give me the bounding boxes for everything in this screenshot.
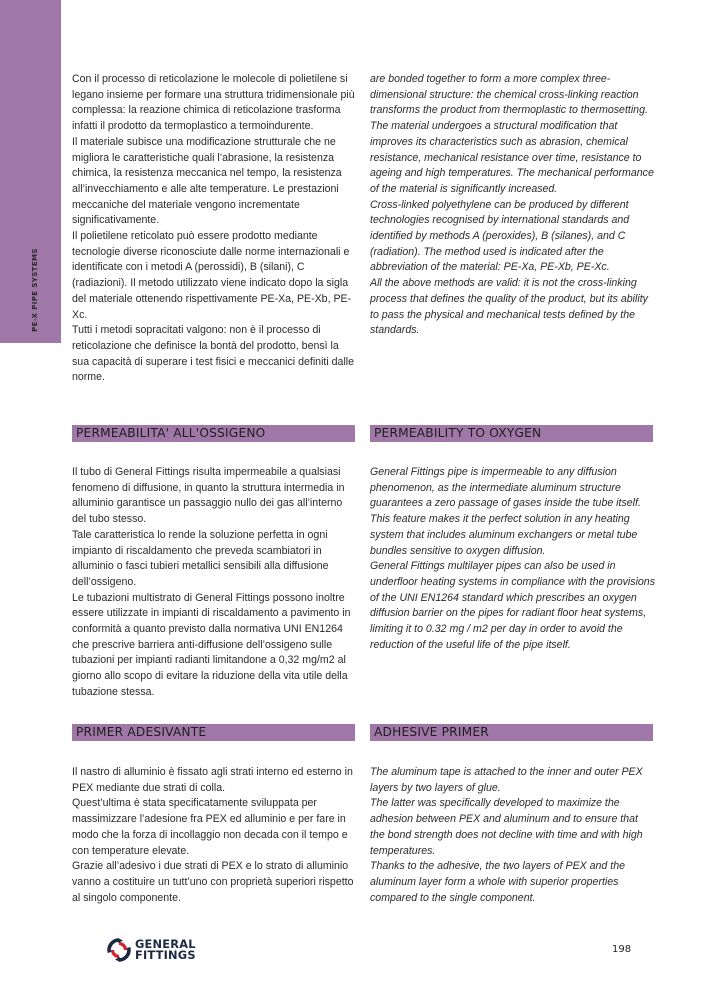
page-number: 198: [612, 944, 632, 955]
side-section-label: PE-X PIPE SYSTEMS: [31, 248, 39, 332]
oxygen-text-en: [370, 465, 655, 653]
paragraph: Quest’ultima è stata specificatamente sviluppata per massimizzare l’adesione fra PEX ed alluminio e per fare in modo che la forza di incollaggio non decada con il tempo e con temperature elevate.: [72, 797, 348, 857]
paragraph: All the above methods are valid: it is not the cross-linking process that defines the quality of the product, but its ability to pass the physical and mechanical tests defined by the standards.: [370, 277, 648, 337]
paragraph: The material undergoes a structural modification that improves its characteristics such as abrasion, chemical resistance, mechanical resistance over time, resistance to ageing and high temperatures. The mechanical performance of the material is significantly increased.: [370, 120, 654, 195]
crosslinking-text-en: [370, 72, 655, 339]
oxygen-text-it: [72, 465, 356, 701]
paragraph: Con il processo di reticolazione le molecole di polietilene si legano insieme per formare una struttura tridimensionale più complessa: la reazione chimica di reticolazione trasforma infatti il prodotto da termoplastico a termoindurente.: [72, 73, 355, 133]
paragraph: The aluminum tape is attached to the inner and outer PEX layers by two layers of glue.: [370, 766, 643, 794]
paragraph: General Fittings multilayer pipes can also be used in underfloor heating systems in compliance with the provisions of the UNI EN1264 standard which prescribes an oxygen diffusion barrier on the pipes for radiant floor heat systems, limiting it to 0.32 mg / m2 per day in order to avoid the reduction of the useful life of the pipe itself.: [370, 560, 655, 651]
section-heading-oxygen-en: PERMEABILITY TO OXYGEN: [370, 425, 653, 442]
paragraph: Il nastro di alluminio è fissato agli strati interno ed esterno in PEX mediante due strati di colla.: [72, 766, 353, 794]
section-heading-primer-it: PRIMER ADESIVANTE: [72, 724, 355, 741]
paragraph: General Fittings pipe is impermeable to any diffusion phenomenon, as the intermediate aluminum structure guarantees a zero passage of gases inside the tube itself.: [370, 466, 641, 510]
paragraph: Thanks to the adhesive, the two layers of PEX and the aluminum layer form a whole with superior properties compared to the single component.: [370, 860, 625, 904]
company-logo: [106, 935, 196, 965]
paragraph: Cross-linked polyethylene can be produced by different technologies recognised by international standards and identified by methods A (peroxides), B (silanes), and C (radiation). The method used is indicated after the abbreviation of the material: PE-Xa, PE-Xb, PE-Xc.: [370, 198, 630, 274]
paragraph: Tutti i metodi sopracitati valgono: non è il processo di reticolazione che definisce la bontà del prodotto, bensì la sua capacità di superare i test fisici e meccanici definiti dalle norme.: [72, 324, 355, 384]
paragraph: Le tubazioni multistrato di General Fittings possono inoltre essere utilizzate in impianti di riscaldamento a pavimento in conformità a quanto previsto dalla normativa UNI EN1264 che prescrive barriera anti-diffusione dell’ossigeno sulle tubazioni per impianti radianti limitandone a 0,32 mg/m2 al giorno allo scopo di evitare la riduzione della vita utile della tubazione stessa.: [72, 591, 351, 698]
paragraph: are bonded together to form a more complex three-dimensional structure: the chemical cross-linking reaction transforms the product from thermoplastic to thermosetting.: [370, 73, 648, 117]
paragraph: The latter was specifically developed to maximize the adhesion between PEX and aluminum and to ensure that the bond strength does not decline with time and with high temperatures.: [370, 797, 643, 857]
paragraph: Tale caratteristica lo rende la soluzione perfetta in ogni impianto di riscaldamento che preveda scambiatori in alluminio o fasci tubieri metallici sensibili alla diffusione dell’ossigeno.: [72, 528, 329, 588]
section-heading-oxygen-it: PERMEABILITA' ALL'OSSIGENO: [72, 425, 355, 442]
paragraph: Il polietilene reticolato può essere prodotto mediante tecnologie diverse riconosciute dalle norme internazionali e identificate con i metodi A (perossidi), B (silani), C (radiazioni). Il metodo utilizzato viene indicato dopo la sigla del materiale ottenendo rispettivamente PE-Xa, PE-Xb, PE-Xc.: [72, 230, 352, 321]
crosslinking-text-it: [72, 72, 356, 386]
paragraph: Il materiale subisce una modificazione strutturale che ne migliora le caratteristiche quali l’abrasione, la resistenza chimica, la resistenza meccanica nel tempo, la resistenza all’invecchiamento e alle alte temperature. Le prestazioni meccaniche del materiale vengono incrementate significativamente.: [72, 135, 342, 227]
primer-text-en: [370, 765, 655, 906]
logo-line-2: FITTINGS: [135, 948, 196, 962]
section-heading-primer-en: ADHESIVE PRIMER: [370, 724, 653, 741]
logo-wordmark: [135, 936, 196, 962]
primer-text-it: [72, 765, 356, 906]
paragraph: This feature makes it the perfect solution in any heating system that includes aluminum exchangers or metal tube bundles sensitive to oxygen diffusion.: [370, 513, 638, 557]
circular-arrows-logo-icon: [106, 937, 132, 963]
logo-line-1: GENERAL: [135, 936, 196, 951]
paragraph: Grazie all’adesivo i due strati di PEX e lo strato di alluminio vanno a costituire un tutt’uno con proprietà superiori rispetto al singolo componente.: [72, 860, 354, 904]
paragraph: Il tubo di General Fittings risulta impermeabile a qualsiasi fenomeno di diffusione, in quanto la struttura intermedia in alluminio garantisce un passaggio nullo dei gas all’interno del tubo stesso.: [72, 466, 345, 526]
